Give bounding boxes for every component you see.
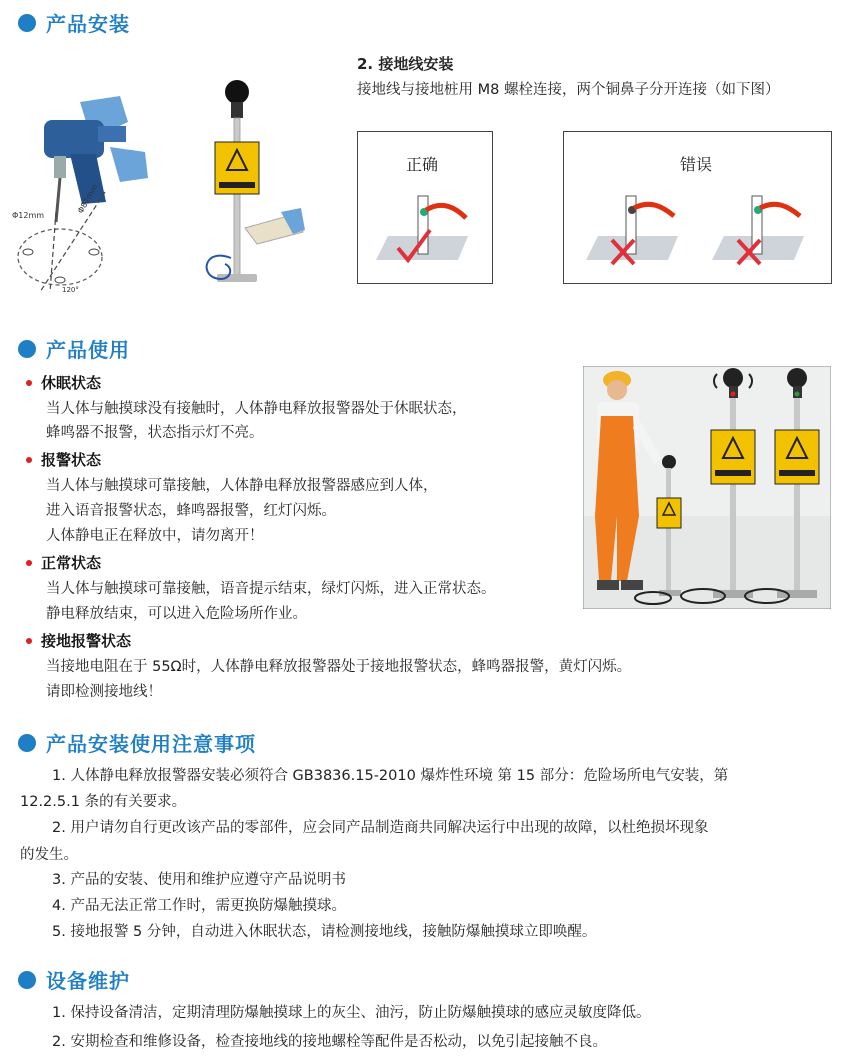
section-title: 产品安装 — [46, 12, 130, 36]
state-title: 报警状态 — [26, 449, 101, 470]
state-line: 请即检测接地线！ — [46, 684, 162, 700]
note-line: 4. 产品无法正常工作时，需更换防爆触摸球。 — [52, 898, 346, 914]
section-bullet-icon — [18, 340, 36, 358]
drill-label: Φ82mm — [75, 182, 100, 215]
install-step-desc: 接地线与接地桩用 M8 螺栓连接，两个铜鼻子分开连接（如下图） — [357, 82, 780, 98]
note-line: 1. 人体静电释放报警器安装必须符合 GB3836.15-2010 爆炸性环境 第 15 部分：危险场所电气安装，第 — [52, 768, 729, 784]
state-line: 当接地电阻在于 55Ω时，人体静电释放报警器处于接地报警状态，蜂鸣器报警，黄灯闪烁。 — [46, 659, 632, 675]
warning-sign-icon — [215, 142, 259, 194]
wrong-example-box — [563, 131, 832, 284]
drill-icon — [44, 96, 148, 222]
section-header-usage — [18, 334, 130, 363]
drill-label: 120° — [62, 286, 79, 294]
red-bullet-icon — [26, 560, 32, 566]
note-line: 的发生。 — [20, 847, 78, 863]
state-line: 蜂鸣器不报警，状态指示灯不亮。 — [46, 425, 264, 441]
state-line: 当人体与触摸球可靠接触，语音提示结束，绿灯闪烁，进入正常状态。 — [46, 581, 496, 597]
section-header-maintenance — [18, 965, 130, 994]
section-title: 产品安装使用注意事项 — [46, 732, 256, 756]
section-header-notes — [18, 728, 256, 757]
alarm-pole-icon — [207, 80, 305, 282]
state-line: 静电释放结束，可以进入危险场所作业。 — [46, 606, 307, 622]
section-title: 设备维护 — [46, 969, 130, 993]
correct-example-box — [357, 131, 493, 284]
state-line: 当人体与触摸球没有接触时，人体静电释放报警器处于休眠状态， — [46, 401, 467, 417]
drill-illustration — [10, 92, 160, 302]
worker-photo — [583, 366, 831, 609]
section-bullet-icon — [18, 971, 36, 989]
note-line: 3. 产品的安装、使用和维护应遵守产品说明书 — [52, 872, 346, 888]
state-title: 正常状态 — [26, 552, 101, 573]
red-bullet-icon — [26, 380, 32, 386]
note-line: 5. 接地报警 5 分钟，自动进入休眠状态，请检测接地线，接触防爆触摸球立即唤醒。 — [52, 924, 597, 940]
correct-label: 正确 — [406, 155, 439, 174]
wrong-label: 错误 — [680, 155, 713, 174]
section-title: 产品使用 — [46, 338, 130, 362]
state-title: 接地报警状态 — [26, 630, 131, 651]
section-bullet-icon — [18, 734, 36, 752]
state-title: 休眠状态 — [26, 372, 101, 393]
drill-label: Φ12mm — [12, 211, 45, 220]
section-bullet-icon — [18, 14, 36, 32]
state-line: 人体静电正在释放中，请勿离开！ — [46, 528, 264, 544]
state-line: 当人体与触摸球可靠接触，人体静电释放报警器感应到人体， — [46, 478, 438, 494]
section-header-install — [18, 8, 130, 37]
alarm-pole-illustration — [195, 78, 305, 288]
maintenance-line: 2. 安期检查和维修设备，检查接地线的接地螺栓等配件是否松动，以免引起接触不良。 — [52, 1034, 607, 1050]
red-bullet-icon — [26, 457, 32, 463]
red-bullet-icon — [26, 638, 32, 644]
state-line: 进入语音报警状态，蜂鸣器报警，红灯闪烁。 — [46, 503, 336, 519]
install-step-title: 2. 接地线安装 — [357, 55, 454, 73]
maintenance-line: 1. 保持设备清洁，定期清理防爆触摸球上的灰尘、油污，防止防爆触摸球的感应灵敏度降低。 — [52, 1005, 651, 1021]
note-line: 2. 用户请勿自行更改该产品的零部件，应会同产品制造商共同解决运行中出现的故障，以杜绝损坏现象 — [52, 820, 709, 836]
note-line: 12.2.5.1 条的有关要求。 — [20, 794, 187, 810]
